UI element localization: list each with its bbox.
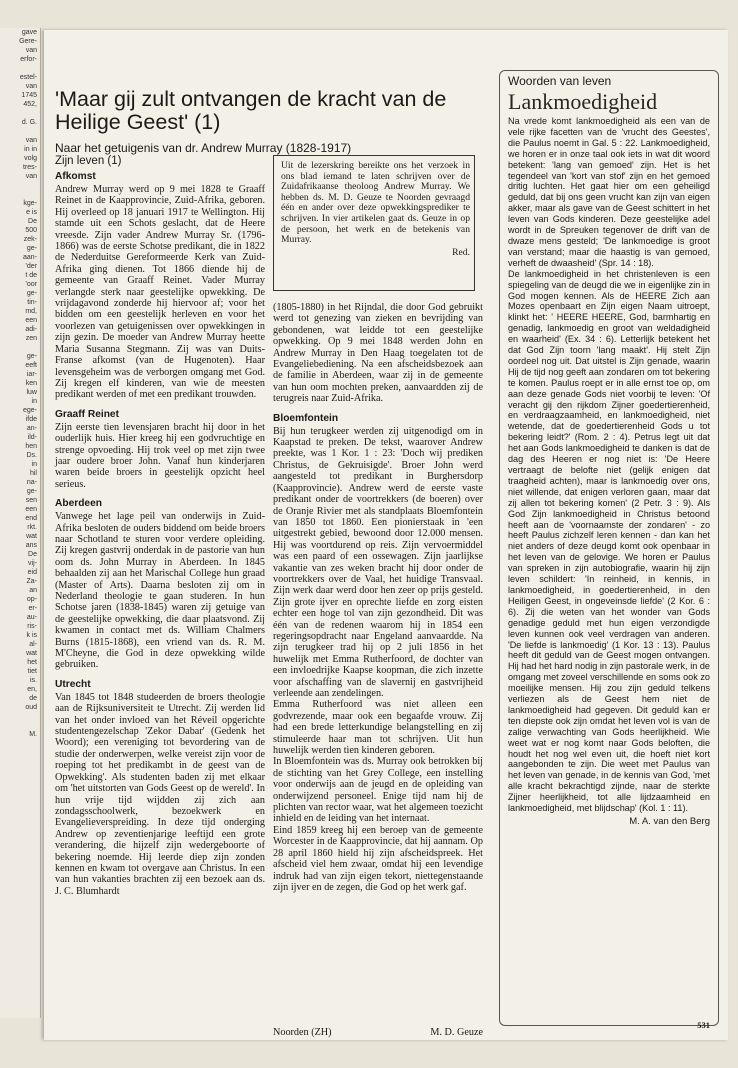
left-page-fragment: op- [26,596,37,603]
left-page-fragment: ild- [27,434,37,441]
left-page-fragment: na- [26,479,37,486]
left-page-fragments [0,28,40,739]
left-page-fragment: erfor- [20,56,37,63]
left-page-fragment: van [25,47,37,54]
left-page-fragment: ge- [26,290,37,297]
left-page-fragment: an- [26,425,37,432]
left-page-fragment: in [31,398,37,405]
left-page-fragment: en, [27,686,37,693]
sidebar-paragraph: De lankmoedigheid in het christenleven is een spiegeling van de deugd die we in eigenlijke zin in God mogen kennen. Als de HEERE Zich aan Mozes openbaart en Zijn eigen Naam uitroept, klinkt het: ' HEERE HEERE, God, barmhartig en genadig, lankmoedig en groot van weldadigheid en waarheid' (Ex. 34 : 6). Letterlijk betekent het dat God Zijn toorn 'lang maakt'. Hij stelt Zijn oordeel nog uit. Dat uitstel is Zijn genade, waarin Hij de tijd nog geeft aan zondaren om tot bekering te komen. Paulus roept er in alle ernst toe op, om aan deze genade Gods niet voorbij te leven: 'Of veracht gij den rijkdom Zijner goedertierenheid, en verdraagzaamheid, en lankmoedigheid, niet wetende, dat de goedertierenheid Gods u tot bekering leidt?' (Rom. 2 : 4). Petrus legt uit dat het aan Gods lankmoedigheid te danken is dat de dag des Heeren er nog niet is: 'De Heere vertraagt de belofte niet (gelijk enigen dat traagheid achten), maar is lankmoedig over ons, niet willende, dat enigen verloren gaan, maar dat zij allen tot bekering komen' (2 Petr. 3 : 9). Als God Zijn lankmoedigheid in Christus betoond heeft aan de 'voornaamste der zondaren' - zo heeft Paulus zichzelf leren kennen - dan kan het niet anders of deze deugd komt ook openbaar in het leven van de gelovige. We horen er Paulus van spreken in zijn autobiografie, waarin hij zijn leven schildert: 'In reinheid, in kennis, in lankmoedigheid, in goedertierenheid, in den Heiligen Geest, in ongeveinsde liefde' (2 Kor. 6 : 6). Zij die weten van het wonder van Gods genadige geduld met hun eigen verzondigde leven kunnen ook veel verdragen van anderen. 'De liefde is lankmoedig' (1 Kor. 13 : 13). Paulus heeft dit geduld van de Geest mogen ontvangen. Hij had het hard nodig in zijn pastorale werk, in de omgang met zoveel verschillende en soms ook zo moeilijke mensen. Hij zou zijn geduld telkens verliezen als de Geest hem niet de lankmoedigheid had gegeven. Dit geduld kan er ten diepste ook zijn omdat het leven vol is van de zalige verwachting van Gods heerlijkheid. Wie weet wat er nog komt naar Gods beloften, die houdt het nog wel even uit, die hoeft niet kort aangebonden te zijn. Die weet met Paulus van het leven van genade, in de kennis van God, 'met alle kracht bekrachtigd zijnde, naar de sterkte Zijner heerlijkheid, tot alle lijdzaamheid en lankmoedigheid, met blijdschap' (Kol. 1 : 11). [508,268,710,814]
left-page-fragment [0,190,37,199]
section-heading: Afkomst [55,171,96,182]
section-heading: Aberdeen [55,498,102,510]
left-page-fragment: 500 [25,227,37,234]
left-page-fragment: volg [24,155,37,162]
left-page-fragment: end [25,515,37,522]
body-paragraph: Bij hun terugkeer werden zij uitgenodigd om in Kaapstad te preken. De tekst, waarover Andrew preekte, was 1 Kor. 1 : 23: 'Doch wij prediken Christus, de Gekruisigde'. Broer John werd aangesteld tot predikant in Burghersdorp (Kaapprovincie). Andrew werd de eerste vaste predikant onder de voortrekkers (de boeren) over de Oranje Rivier met als standplaats Bloemfontein van 1850 tot 1860. Een pionierstaak in 'een uitgestrekt gebied, bewoond door 12.000 mensen. Hij was voortdurend op reis. Zijn vervoermiddel was een paard of een ossewagen. Zijn jaarlijkse vakantie van zes weken bracht hij door onder de voortrekkers over de Vaal, het huidige Transvaal. Zijn werk daar werd door hen zeer op prijs gesteld. Zijn grote ijver en oprechte liefde en zorg eisten echter een hoge tol van zijn gezondheid. Dit was één van de redenen waarom hij in 1854 een regeringsopdracht naar Engeland aanvaardde. Na zijn terugkeer trad hij op 2 juli 1856 in het huwelijk met Emma Rutherfoord, de dochter van een invloedrijke Kaapse koopman, die zich inzette voor afschaffing van de slavernij en gastvrijheid verleende aan zendelingen. [273,425,483,699]
body-paragraph: Vanwege het lage peil van onderwijs in Zuid-Afrika besloten de ouders biddend om beide broers naar Schotland te sturen voor verdere opleiding. Zij kregen gastvrij onderdak in de pastorie van hun oom ds. John Murray in Aberdeen. In 1845 behaalden zij aan het Marischal College hun graad (Master of Arts). Daarna besloten zij om in Nederland theologie te gaan studeren. In hun Schotse jaren (1838-1845) waren zij getuige van de geestelijke opwekking, die daar plaatsvond. Zij kwamen in contact met ds. William Chalmers Burns (1815-1868), een vriend van ds. R. M. M'Cheyne, die God in deze opwekking wilde gebruiken. [55,511,265,671]
left-page-fragment: gave [21,29,37,36]
left-page-fragment: ans [25,542,37,549]
left-page-fragment [0,712,37,721]
magazine-page [44,30,728,1040]
left-page-fragment: van [25,137,37,144]
left-page-fragment: ifde [25,416,37,423]
left-page-fragment: vij- [28,560,37,567]
left-page-fragment: ge- [26,245,37,252]
left-page-fragment: 'oor [25,281,37,288]
left-page-fragment: in [31,461,37,468]
left-page-fragment: wat [26,650,37,657]
sidebar-body [508,116,710,814]
left-page-fragment: 452, [23,101,37,108]
sidebar-paragraph: Na vrede komt lankmoedigheid als een van de vele rijke facetten van de 'vrucht des Geestes', die Paulus noemt in Gal. 5 : 22. Lankmoedigheid, we horen er in onze taal ook iets in wat dit woord betekent: 'lang van gemoed' zijn. Het is het tegendeel van 'kort van stof' zijn en het gemoed dritig luchten. Het gaat hier om een geheiligd geduld, dat bij ons geen vrucht kan zijn van eigen akker, maar als gave van de Geest schittert in het leven van Gods kinderen. Deze geestelijke adel wordt in de Spreuken tegenover de drift van de dwaze mens gesteld; 'De lankmoedige is groot van verstand; maar die haastig is van gemoed, verheft de dwaasheid' (Spr. 14 : 18). [508,116,710,268]
left-page-edge [0,28,41,1018]
article-headline: 'Maar gij zult ontvangen de kracht van de Heilige Geest' (1) [55,87,447,134]
left-page-fragment: een [25,317,37,324]
left-page-fragment: md, [25,308,37,315]
left-page-fragment: Za- [26,578,37,585]
left-page-fragment: er- [28,605,37,612]
left-page-fragment: kge- [23,200,37,207]
article-subtitle: Naar het getuigenis van dr. Andrew Murray (1828-1917) [55,141,352,155]
article-place: Noorden (ZH) [273,1027,332,1038]
left-page-fragment [0,109,37,118]
article-signature-row [273,1027,483,1038]
left-page-fragment: tres- [23,164,37,171]
left-page-fragment: 'der [25,263,37,270]
sidebar-author: M. A. van den Berg [629,816,710,827]
page-number: 531 [697,1020,710,1030]
left-page-fragment: tin- [27,299,37,306]
left-page-fragment: eid [27,569,37,576]
left-page-fragment: wat [26,533,37,540]
left-page-fragment: an [29,587,37,594]
body-paragraph: In Bloemfontein was ds. Murray ook betrokken bij de stichting van het Grey College, een instelling voor onderwijs aan de jeugd en de opleiding van onderwijzend personeel. Enige tijd nam hij de plichten van rector waar, wat het algemeen toezicht inhield en de leiding van het internaat. [273,756,483,825]
article-section-title: Zijn leven (1) [55,155,122,167]
left-page-fragment: oud [25,704,37,711]
left-page-fragment: van [25,83,37,90]
left-page-fragment [0,64,37,73]
left-page-fragment: aan- [22,254,37,261]
sidebar-devotional [499,70,719,1026]
left-page-fragment: is. [30,677,37,684]
section-heading: Graaff Reinet [55,408,119,420]
left-page-fragment: tiet [27,668,37,675]
left-page-fragment: e is [26,209,37,216]
editorial-note-text: Uit de lezerskring bereikte ons het verzoek in ons blad iemand te laten schrijven over de Zuidafrikaanse theoloog Andrew Murray. We hebben ds. M. D. Geuze te Noorden gevraagd één en ander over deze opwekkingsprediker te schrijven. In vier artikelen gaat ds. Geuze in op de persoon, het werk en de betekenis van Murray. [281,160,470,246]
sidebar-title: Lankmoedigheid [508,89,658,114]
left-page-fragment: Gere- [19,38,37,45]
left-page-fragment: hen [25,443,37,450]
left-page-fragment: ken [25,380,37,387]
left-page-fragment: au- [26,614,37,621]
left-page-fragment: estel- [19,74,37,81]
left-page-fragment: van [25,173,37,180]
left-page-fragment: iar- [26,371,37,378]
body-paragraph: (1805-1880) in het Rijndal, die door God gebruikt werd tot genezing van zieken en bevrijding van gebondenen, wat leidde tot een geestelijke opwekking. Op 9 mei 1848 werden John en Andrew Murray in Den Haag toegelaten tot de Evangeliebediening. Na een afscheidsbezoek aan de familie in Aberdeen, waar zij in de gemeente van hun oom mochten preken, aanvaardden zij de terugreis naar Zuid-Afrika. [273,302,483,405]
left-page-fragment: De [28,551,37,558]
left-page-fragment: al- [29,641,37,648]
left-page-fragment: t de [25,272,37,279]
left-page-fragment [0,181,37,190]
left-page-fragment: het [27,659,37,666]
left-page-fragment: ege- [22,407,37,414]
left-page-fragment [0,721,37,730]
left-page-fragment: eeft [25,362,37,369]
left-page-fragment: de [29,695,37,702]
article-column-1 [55,171,265,897]
left-page-fragment: ris- [27,623,37,630]
article-author: M. D. Geuze [430,1027,483,1038]
left-page-fragment: De [28,218,37,225]
left-page-fragment: k is [26,632,37,639]
sidebar-kicker: Woorden van leven [508,74,612,88]
left-page-fragment: sen [25,497,37,504]
left-page-fragment: zen [25,335,37,342]
editorial-note-box [273,155,475,291]
left-page-fragment: ge- [26,488,37,495]
body-paragraph: Van 1845 tot 1848 studeerden de broers theologie aan de Rijksuniversiteit te Utrecht. Zij werden lid van het onder invloed van het Réveil opgerichte studentengezelschap 'Zekor Dabar' (Gedenk het Woord); een vereniging tot bevordering van de studie der onderwerpen, welke vereist zijn voor de roeping tot het predikambt in de geest van de Opwekking'. Als studenten baden zij met elkaar om 'het uitstorten van Gods Geest op de wereld'. In hun vrije tijd wijdden zij zich aan zondagsschoolwerk, bezoekwerk en Evangelieverspreiding. In deze tijd onderging Andrew op zeventienjarige leeftijd een grote verandering, die hijzelf zijn wedergeboorte of bekering noemde. Hij leerde diep zijn zonden kennen en kwam tot overgave aan Christus. In een van hun vakanties brachten zij een bezoek aan ds. J. C. Blumhardt [55,691,265,897]
left-page-fragment: een [25,506,37,513]
left-page-fragment [0,127,37,136]
left-page-fragment: adi- [25,326,37,333]
left-page-fragment: Ds. [26,452,37,459]
left-page-fragment: hil [29,470,37,477]
article-column-2 [273,302,483,893]
left-page-fragment: ge- [26,353,37,360]
body-paragraph: Eind 1859 kreeg hij een beroep van de gemeente Worcester in de Kaapprovincie, dat hij aannam. Op 28 april 1860 hield hij zijn afscheidspreek. Het afscheid viel hem zwaar, omdat hij een levendige indruk had van zijn eigen tekort, niettegenstaande zijn ijver en de zegen, die God op het werk gaf. [273,824,483,893]
left-page-fragment: luw [26,389,37,396]
body-paragraph: Zijn eerste tien levensjaren bracht hij door in het ouderlijk huis. Hier kreeg hij een godvruchtige en strenge opvoeding. Hij trok veel op met zijn twee jaar oudere broer John. Vanaf hun kinderjaren waren beide broers in geestelijk opzicht heel serieus. [55,421,265,490]
left-page-fragment: rkt. [27,524,37,531]
section-heading: Bloemfontein [273,412,339,424]
section-heading: Utrecht [55,678,91,690]
left-page-fragment: M. [29,731,37,738]
left-page-fragment: 1745 [21,92,37,99]
left-page-fragment: d. G. [21,119,37,126]
left-page-fragment [0,343,37,352]
left-page-fragment: in in [24,146,37,153]
editorial-note-signature: Red. [452,246,470,258]
body-paragraph: Emma Rutherfoord was niet alleen een godvrezende, maar ook een begaafde vrouw. Zij had een brede letterkundige belangstelling en zij stimuleerde haar man tot schrijven. Uit hun huwelijk werden tien kinderen geboren. [273,699,483,757]
left-page-fragment: zek- [23,236,37,243]
body-paragraph: Andrew Murray werd op 9 mei 1828 te Graaff Reinet in de Kaapprovincie, Zuid-Afrika, geboren. Hij overleed op 18 januari 1917 te Wellington. Hij stamde uit een Schots geslacht, dat de Heere vreesde. Zijn vader Andrew Murray Sr. (1796-1866) was de eerste Schotse predikant, die in 1822 de Nederduitse Gereformeerde Kerk van Zuid-Afrika ging dienen. Tot 1866 diende hij de gemeente van Graaff Reinet. Vader Murray verlangde sterk naar geestelijke opwekking. De vrijdagavond zonderde hij hiervoor af; voor het bidden om een geestelijk herleven en voor het voorlezen van getuigenissen over opwekkingen in zijn gezin. De moeder van Andrew Murray heette Maria Susanna Stegmann. Zij was van Duits-Franse afkomst (van de Hugenoten). Haar levensgeheim was de verborgen omgang met God. Zij kregen elf kinderen, van wie de meesten predikant werden of met een predikant trouwden. [55,184,265,401]
